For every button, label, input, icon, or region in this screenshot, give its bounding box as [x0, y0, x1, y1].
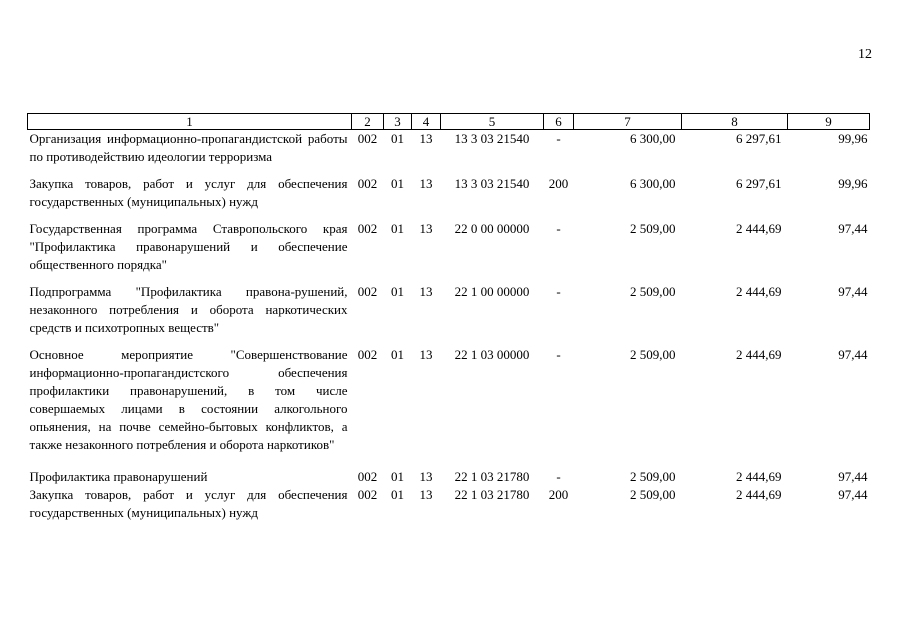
row-percent: 99,96 — [838, 176, 868, 191]
row-target-article: 22 1 00 00000 — [454, 284, 530, 299]
row-section: 01 — [391, 284, 404, 299]
row-value-7: 2 509,00 — [630, 221, 676, 236]
table-row — [28, 175, 870, 220]
row-expense-type: 200 — [548, 176, 569, 191]
column-header-2: 2 — [352, 114, 384, 130]
table-row — [28, 468, 870, 486]
row-ministry-code: 002 — [357, 284, 378, 299]
row-subsection: 13 — [419, 176, 433, 191]
column-header-4: 4 — [412, 114, 441, 130]
column-header-5: 5 — [441, 114, 544, 130]
row-target-article: 13 3 03 21540 — [454, 176, 530, 191]
row-name: Основное мероприятие "Совершенствование информационно-пропагандистского обеспечения профилактики правонарушений, в том числе совершаемых лицами в состоянии алкогольного опьянения, на почве семейно-бытовых конфликтов, а также незаконного потребления и оборота наркотиков" — [29, 347, 348, 452]
row-ministry-code: 002 — [357, 131, 378, 146]
budget-execution-table — [27, 113, 870, 522]
column-header-9: 9 — [788, 114, 870, 130]
row-value-8: 2 444,69 — [736, 221, 782, 236]
row-percent: 97,44 — [838, 284, 868, 299]
row-target-article: 13 3 03 21540 — [454, 131, 530, 146]
row-target-article: 22 0 00 00000 — [454, 221, 530, 236]
column-header-6: 6 — [544, 114, 574, 130]
row-value-7: 2 509,00 — [630, 347, 676, 362]
row-subsection: 13 — [419, 487, 433, 502]
row-subsection: 13 — [419, 131, 433, 146]
row-target-article: 22 1 03 21780 — [454, 469, 530, 484]
row-expense-type: - — [556, 469, 561, 484]
row-name: Государственная программа Ставропольского края "Профилактика правонарушений и обеспечение общественного порядка" — [29, 221, 348, 272]
row-percent: 99,96 — [838, 131, 868, 146]
row-value-8: 2 444,69 — [736, 487, 782, 502]
row-percent: 97,44 — [838, 347, 868, 362]
row-ministry-code: 002 — [357, 469, 378, 484]
row-value-7: 6 300,00 — [630, 176, 676, 191]
row-expense-type: - — [556, 284, 561, 299]
row-value-7: 6 300,00 — [630, 131, 676, 146]
row-value-8: 6 297,61 — [736, 176, 782, 191]
row-name: Организация информационно-пропагандистской работы по противодействию идеологии терроризма — [29, 131, 348, 164]
row-target-article: 22 1 03 00000 — [454, 347, 530, 362]
row-ministry-code: 002 — [357, 487, 378, 502]
row-percent: 97,44 — [838, 487, 868, 502]
row-value-7: 2 509,00 — [630, 284, 676, 299]
row-percent: 97,44 — [838, 221, 868, 236]
row-value-8: 6 297,61 — [736, 131, 782, 146]
row-section: 01 — [391, 347, 404, 362]
row-name: Подпрограмма "Профилактика правона-рушений, незаконного потребления и оборота наркотических средств и психотропных веществ" — [29, 284, 348, 335]
page-number: 12 — [858, 47, 872, 62]
row-expense-type: - — [556, 347, 561, 362]
row-subsection: 13 — [419, 347, 433, 362]
table-row — [28, 283, 870, 346]
table-row — [28, 130, 870, 176]
row-value-7: 2 509,00 — [630, 487, 676, 502]
column-header-3: 3 — [384, 114, 412, 130]
row-ministry-code: 002 — [357, 347, 378, 362]
row-ministry-code: 002 — [357, 176, 378, 191]
table-row — [28, 486, 870, 522]
row-section: 01 — [391, 176, 404, 191]
row-value-8: 2 444,69 — [736, 469, 782, 484]
row-subsection: 13 — [419, 221, 433, 236]
row-expense-type: - — [556, 131, 561, 146]
row-ministry-code: 002 — [357, 221, 378, 236]
row-subsection: 13 — [419, 284, 433, 299]
row-subsection: 13 — [419, 469, 433, 484]
row-percent: 97,44 — [838, 469, 868, 484]
row-section: 01 — [391, 221, 404, 236]
column-header-8: 8 — [682, 114, 788, 130]
row-section: 01 — [391, 469, 404, 484]
row-section: 01 — [391, 131, 404, 146]
column-header-1: 1 — [28, 114, 352, 130]
row-name: Профилактика правонарушений — [29, 469, 208, 484]
row-value-8: 2 444,69 — [736, 284, 782, 299]
column-number-row — [28, 114, 870, 130]
table-row — [28, 220, 870, 283]
column-header-7: 7 — [574, 114, 682, 130]
row-value-8: 2 444,69 — [736, 347, 782, 362]
row-name: Закупка товаров, работ и услуг для обеспечения государственных (муниципальных) нужд — [29, 176, 348, 209]
table-row — [28, 346, 870, 468]
row-target-article: 22 1 03 21780 — [454, 487, 530, 502]
row-expense-type: 200 — [548, 487, 569, 502]
row-section: 01 — [391, 487, 404, 502]
row-expense-type: - — [556, 221, 561, 236]
row-value-7: 2 509,00 — [630, 469, 676, 484]
row-name: Закупка товаров, работ и услуг для обеспечения государственных (муниципальных) нужд — [29, 487, 348, 520]
